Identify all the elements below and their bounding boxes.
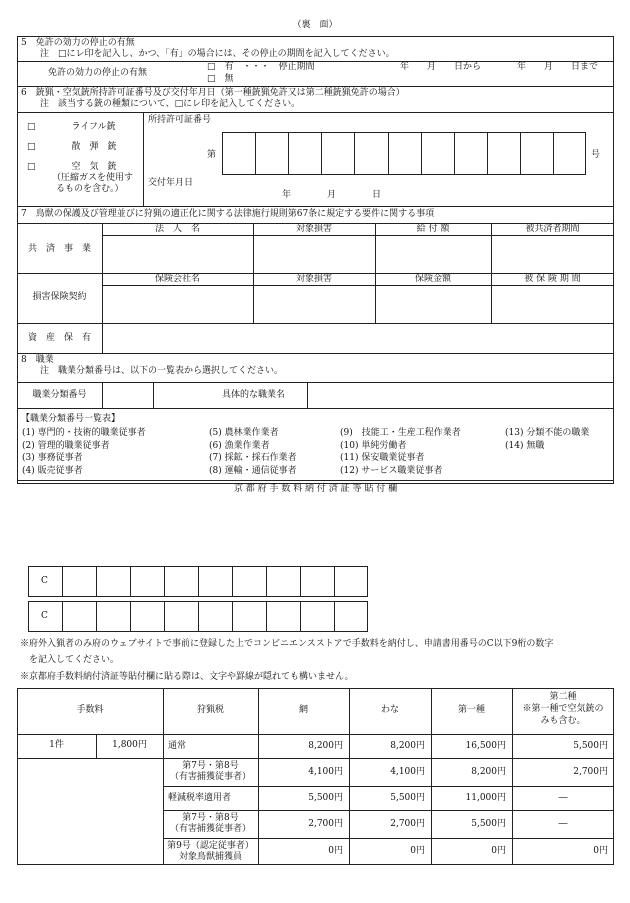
permit-digit-divider [454, 132, 455, 175]
tax-amount-first: 0円 [491, 846, 506, 856]
second-class-header: 第二種 [549, 692, 577, 702]
tax-amount-trap: 5,500円 [390, 792, 425, 803]
s6-note: 注 該当する銃の種類について、□にレ印を記入してください。 [40, 99, 301, 109]
insurance-col-3: 被 保 険 期 間 [524, 274, 581, 284]
permit-digit-divider [321, 132, 322, 175]
tax-amount-second: 5,500円 [573, 740, 608, 751]
s5-option-yes[interactable]: □ 有 ・・・ 停止期間 [207, 62, 315, 72]
job-list-item: (12) サービス職業従事者 [340, 465, 443, 476]
mutual-col-2: 給 付 額 [416, 224, 450, 234]
tax-row-label: 通常 [168, 740, 187, 751]
tax-row-sublabel: （有害捕獲従事者） [169, 824, 251, 834]
issue-date-label: 交付年月日 [148, 178, 194, 188]
issue-date-field[interactable]: 年 月 日 [282, 190, 382, 200]
s5-title: 5 免許の効力の停止の有無 [21, 38, 135, 48]
second-class-note-2: みも含む。 [540, 716, 586, 726]
fee-amount: 1,800円 [112, 740, 147, 750]
tax-amount-first: 11,000円 [465, 792, 506, 803]
tax-amount-net: 2,700円 [308, 818, 343, 829]
job-list-item: (11) 保安職業従事者 [340, 453, 425, 463]
gun-rifle[interactable]: □ ライフル銃 [27, 122, 116, 132]
stamp-note-1b: を記入してください。 [29, 655, 120, 665]
tax-amount-trap: 2,700円 [390, 818, 425, 829]
s5-option-no[interactable]: □ 無 [207, 74, 234, 84]
code-digit-divider [300, 566, 301, 597]
job-list-item: (2) 管理的職業従事者 [22, 440, 110, 451]
gun-shotgun[interactable]: □ 散 弾 銃 [27, 142, 117, 152]
permit-digit-divider [388, 132, 389, 175]
tax-row-sublabel: （有害捕獲従事者） [169, 772, 251, 782]
gun-air-note-1: （圧縮ガスを使用す [52, 173, 134, 183]
code-digit-divider [266, 601, 267, 632]
job-list-item: (6) 漁業作業者 [209, 440, 270, 451]
permit-dai: 第 [207, 150, 217, 160]
code-digit-divider [232, 566, 233, 597]
tax-amount-second: 0円 [593, 846, 608, 856]
tax-header: 狩猟税 [196, 705, 224, 715]
code-digit-divider [198, 566, 199, 597]
tax-row-sublabel: 対象鳥獣捕獲員 [178, 852, 242, 862]
job-list-item: (3) 事務従事者 [22, 453, 83, 463]
permit-digit-divider [255, 132, 256, 175]
fee-header: 手数料 [76, 705, 104, 715]
page-header: （裏 面） [292, 20, 338, 30]
code-digit-divider [300, 601, 301, 632]
permit-number-label: 所持許可証番号 [148, 115, 212, 125]
stamp-note-2: ※京都府手数料納付済証等貼付欄に貼る際は、文字や罫線が隠れても構いません。 [20, 672, 354, 682]
stamp-note-1a: ※府外入猟者のみ府のウェブサイトで事前に登録した上でコンビニエンスストアで手数料を納付し、申請書用番号のC以下9桁の数字 [20, 639, 554, 649]
job-list-item: (7) 採鉱・採石作業者 [209, 453, 297, 463]
tax-row-label: 第7号・第8号 [182, 813, 239, 823]
code-digit-divider [130, 601, 131, 632]
s8-title: 8 職業 [21, 355, 54, 365]
permit-go: 号 [591, 150, 601, 160]
tax-amount-first: 8,200円 [471, 766, 506, 777]
insurance-col-1: 対象損害 [295, 274, 332, 284]
job-list-item: (4) 販売従事者 [22, 465, 83, 476]
code-digit-divider [96, 566, 97, 597]
tax-amount-trap: 0円 [410, 846, 425, 856]
permit-digit-divider [354, 132, 355, 175]
s5-period: 年 月 日から 年 月 日まで [400, 62, 599, 72]
tax-amount-second: ― [558, 818, 568, 829]
s6-title: 6 銃猟・空気銃所持許可証番号及び交付年月日（第一種銃猟免許又は第二種銃猟免許の場合） [21, 88, 405, 98]
job-list-item: (8) 運輸・通信従事者 [209, 465, 297, 476]
tax-amount-second: 2,700円 [573, 766, 608, 777]
net-header: 網 [298, 705, 308, 715]
second-class-note-1: ※第一種で空気銃の [522, 704, 604, 714]
tax-amount-second: ― [558, 792, 568, 803]
first-class-header: 第一種 [457, 705, 485, 715]
permit-digit-divider [421, 132, 422, 175]
gun-air[interactable]: □ 空 気 銃 [27, 162, 117, 172]
permit-digit-divider [553, 132, 554, 175]
code-digit-divider [334, 566, 335, 597]
code-c-1: C [41, 576, 48, 586]
tax-amount-first: 5,500円 [471, 818, 506, 829]
stamp-title: 京 都 府 手 数 料 納 付 済 証 等 貼 付 欄 [233, 484, 398, 494]
permit-digit-divider [288, 132, 289, 175]
code-digit-divider [96, 601, 97, 632]
tax-amount-net: 8,200円 [308, 740, 343, 751]
job-list-title: 【職業分類番号一覧表】 [21, 414, 121, 424]
permit-digit-divider [487, 132, 488, 175]
tax-amount-trap: 4,100円 [390, 766, 425, 777]
job-list-item: (9) 技能工・生産工程作業者 [340, 428, 461, 438]
code-digit-divider [334, 601, 335, 632]
mutual-col-0: 法 人 名 [154, 224, 200, 234]
job-list-item: (13) 分類不能の職業 [505, 428, 590, 438]
insurance-col-0: 保険会社名 [154, 274, 200, 284]
job-list-item: (14) 無職 [505, 440, 545, 451]
tax-amount-trap: 8,200円 [390, 740, 425, 751]
tax-row-label: 第9号（認定従事者） [167, 841, 254, 851]
permit-number-boxes[interactable] [222, 132, 586, 175]
code-digit-divider [198, 601, 199, 632]
mutual-col-1: 対象損害 [295, 224, 332, 234]
code-digit-divider [232, 601, 233, 632]
fee-count: 1件 [49, 740, 64, 750]
code-digit-divider [130, 566, 131, 597]
code-digit-divider [266, 566, 267, 597]
job-list-item: (1) 専門的・技術的職業従事者 [22, 428, 146, 438]
code-digit-divider [164, 601, 165, 632]
assets-label: 資 産 保 有 [27, 333, 91, 343]
mutual-label: 共 済 事 業 [27, 244, 91, 254]
permit-digit-divider [520, 132, 521, 175]
insurance-col-2: 保険金額 [414, 274, 451, 284]
tax-amount-net: 4,100円 [308, 766, 343, 777]
tax-row-label: 第7号・第8号 [182, 761, 239, 771]
tax-amount-net: 5,500円 [308, 792, 343, 803]
s8-note: 注 職業分類番号は、以下の一覧表から選択してください。 [40, 366, 284, 376]
tax-amount-first: 16,500円 [465, 740, 506, 751]
s5-label: 免許の効力の停止の有無 [48, 68, 148, 78]
job-list-item: (10) 単純労働者 [340, 440, 407, 451]
code-digit-divider [62, 566, 63, 597]
trap-header: わな [380, 705, 399, 715]
mutual-col-3: 被共済者期間 [525, 224, 580, 234]
code-c-2: C [41, 611, 48, 621]
gun-air-note-2: るものを含む。） [56, 184, 124, 194]
code-digit-divider [164, 566, 165, 597]
insurance-label: 損害保険契約 [32, 292, 87, 302]
s7-title: 7 鳥獣の保護及び管理並びに狩猟の適正化に関する法律施行規則第67条に規定する要件に関する事項 [21, 209, 435, 219]
job-code-label: 職業分類番号 [32, 390, 87, 400]
job-name-label: 具体的な職業名 [222, 390, 286, 400]
tax-row-label: 軽減税率適用者 [168, 792, 232, 803]
tax-amount-net: 0円 [328, 846, 343, 856]
code-digit-divider [62, 601, 63, 632]
s5-note: 注 □にレ印を記入し、かつ、「有」の場合には、その停止の期間を記入してください。 [40, 49, 395, 59]
job-list-item: (5) 農林業作業者 [209, 428, 279, 438]
